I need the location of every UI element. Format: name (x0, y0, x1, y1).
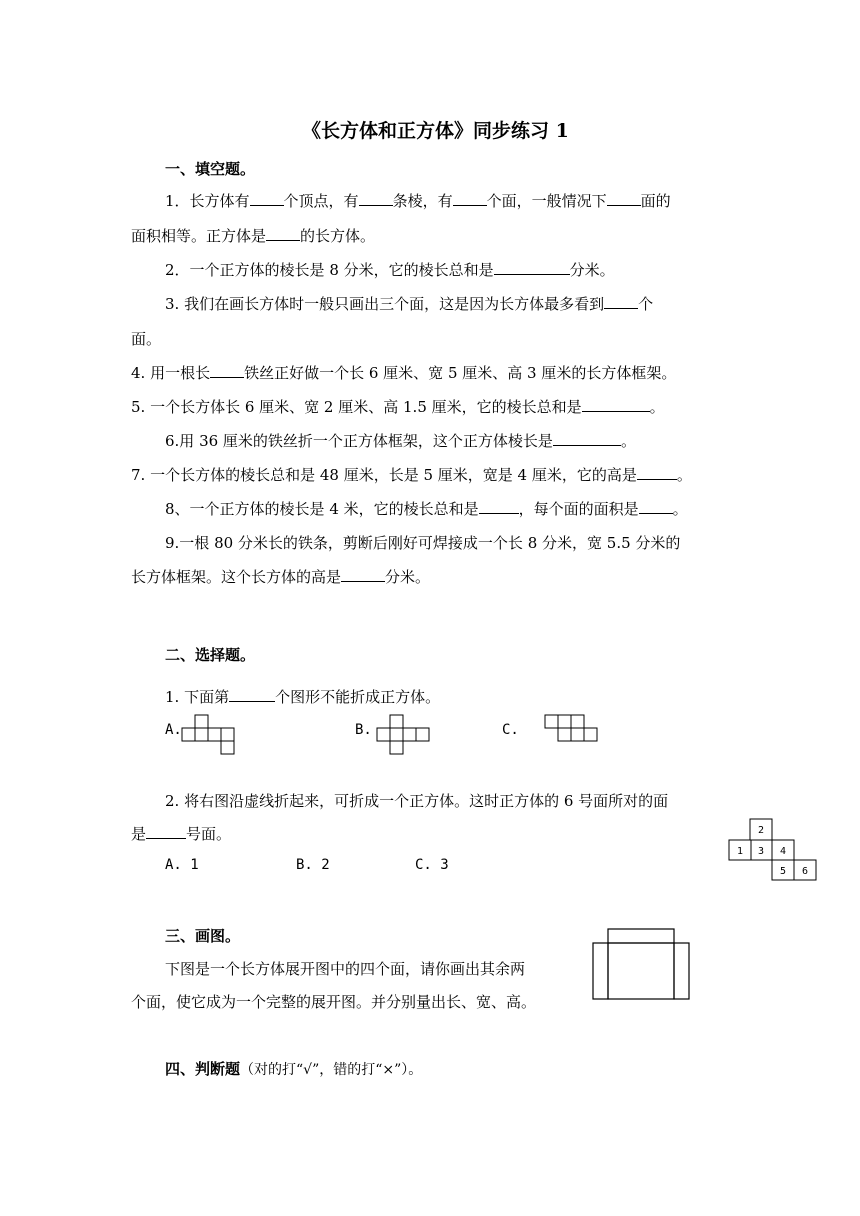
text: 。 (620, 432, 636, 450)
text: 条棱，有 (392, 192, 453, 210)
text: 的长方体。 (300, 227, 376, 245)
face-label: 1 (736, 846, 744, 857)
text: 分米。 (385, 568, 431, 586)
face-label: 4 (779, 846, 787, 857)
text: 个顶点，有 (283, 192, 359, 210)
text: 2．一个正方体的棱长是 8 分米，它的棱长总和是 (165, 261, 494, 279)
face-label: 6 (801, 866, 809, 877)
answer-blank[interactable] (453, 191, 487, 206)
text: 5. 一个长方体长 6 厘米、宽 2 厘米、高 1.5 厘米，它的棱长总和是 (131, 398, 582, 416)
text: 。 (672, 500, 688, 518)
answer-blank[interactable] (479, 499, 519, 514)
answer-blank[interactable] (250, 191, 284, 206)
text: 号面。 (186, 825, 232, 843)
fill-question-3-line2: 面。 (131, 330, 162, 348)
text: （对的打“√”，错的打“×”）。 (240, 1062, 423, 1078)
text: 4. 用一根长 (131, 364, 211, 382)
answer-blank[interactable] (553, 431, 621, 446)
text: 7. 一个长方体的棱长总和是 48 厘米，长是 5 厘米，宽是 4 厘米，它的高是 (131, 466, 637, 484)
choice-answer-a: A. 1 (165, 857, 199, 873)
answer-blank[interactable] (359, 191, 393, 206)
section-fill-heading: 一、填空题。 (165, 160, 256, 178)
face-label: 2 (757, 825, 765, 836)
draw-text-line1: 下图是一个长方体展开图中的四个面，请你画出其余两 (165, 960, 526, 978)
fill-question-9-line2 (131, 566, 430, 587)
answer-blank[interactable] (341, 567, 385, 582)
text: 1．长方体有 (165, 192, 250, 210)
page-title: 《长方体和正方体》同步练习 1 (302, 120, 569, 142)
answer-blank[interactable] (146, 824, 186, 839)
numbered-cube-net (728, 818, 820, 884)
text: 是 (131, 825, 147, 843)
text: 。 (649, 398, 665, 416)
text: 3. 我们在画长方体时一般只画出三个面，这是因为长方体最多看到 (165, 295, 605, 313)
text: 6.用 36 厘米的铁丝折一个正方体框架，这个正方体棱长是 (165, 432, 553, 450)
text: 1. 下面第 (165, 688, 230, 706)
text: 个 (638, 295, 654, 313)
draw-text-line2: 个面，使它成为一个完整的展开图。并分别量出长、宽、高。 (131, 993, 537, 1011)
fill-question-4 (131, 362, 676, 383)
section-draw-heading: 三、画图。 (165, 927, 241, 945)
text: 长方体框架。这个长方体的高是 (131, 568, 342, 586)
section-judge-heading (165, 1058, 422, 1079)
fill-question-2 (165, 259, 615, 280)
text: 分米。 (569, 261, 615, 279)
fill-question-5 (131, 396, 665, 417)
option-b-label: B. (355, 722, 372, 738)
text: ，每个面的面积是 (518, 500, 639, 518)
face-label: 5 (779, 866, 787, 877)
option-a-label: A. (165, 722, 182, 738)
text: 四、判断题 (165, 1060, 241, 1078)
answer-blank[interactable] (210, 363, 244, 378)
net-figure-b (375, 714, 435, 756)
answer-blank[interactable] (494, 260, 570, 275)
answer-blank[interactable] (639, 499, 673, 514)
answer-blank[interactable] (266, 226, 300, 241)
net-figure-c (543, 712, 603, 744)
text: 。 (676, 466, 692, 484)
fill-question-9-line1: 9.一根 80 分米长的铁条，剪断后刚好可焊接成一个长 8 分米，宽 5.5 分米的 (165, 534, 681, 552)
text: 个面，一般情况下 (486, 192, 607, 210)
net-figure-a (180, 714, 240, 756)
choice-question-2-line2 (131, 823, 231, 844)
choice-question-1 (165, 686, 440, 707)
fill-question-6 (165, 430, 636, 451)
fill-question-3-line1 (165, 293, 653, 314)
choice-question-2-line1: 2. 将右图沿虚线折起来，可折成一个正方体。这时正方体的 6 号面所对的面 (165, 792, 669, 810)
text: 个图形不能折成正方体。 (275, 688, 441, 706)
section-choice-heading: 二、选择题。 (165, 646, 256, 664)
answer-blank[interactable] (637, 465, 677, 480)
answer-blank[interactable] (582, 397, 650, 412)
answer-blank[interactable] (607, 191, 641, 206)
option-c-label: C. (502, 722, 519, 738)
cuboid-net-figure (592, 928, 692, 1002)
answer-blank[interactable] (229, 687, 275, 702)
fill-question-8 (165, 498, 688, 519)
face-label: 3 (757, 846, 765, 857)
choice-answer-c: C. 3 (415, 857, 449, 873)
fill-question-7 (131, 464, 692, 485)
text: 铁丝正好做一个长 6 厘米、宽 5 厘米、高 3 厘米的长方体框架。 (244, 364, 677, 382)
text: 8、一个正方体的棱长是 4 米，它的棱长总和是 (165, 500, 479, 518)
text: 面的 (640, 192, 671, 210)
choice-answer-b: B. 2 (296, 857, 330, 873)
answer-blank[interactable] (604, 294, 638, 309)
text: 面积相等。正方体是 (131, 227, 267, 245)
fill-question-1-line2 (131, 225, 375, 246)
fill-question-1-line1 (165, 190, 671, 211)
